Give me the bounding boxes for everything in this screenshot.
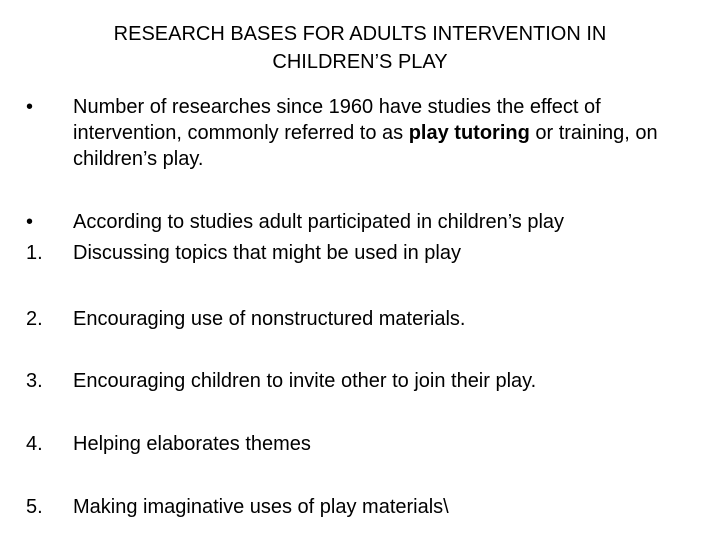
title-line-1: RESEARCH BASES FOR ADULTS INTERVENTION IN xyxy=(113,23,607,45)
list-item-text xyxy=(73,94,696,172)
number-marker: 1. xyxy=(26,242,43,264)
title-line-2: CHILDREN’S PLAY xyxy=(272,51,448,73)
bullet-marker: • xyxy=(26,211,34,233)
list-item-text: Encouraging use of nonstructured materials. xyxy=(73,308,466,330)
list-item-text: Helping elaborates themes xyxy=(73,433,311,455)
bullet-marker: • xyxy=(26,96,34,118)
list-item-text: Making imaginative uses of play materials\ xyxy=(73,496,449,518)
intro-text-end: or training, on children’s play. xyxy=(73,122,658,170)
list-item-intro xyxy=(26,94,696,174)
list-item-text: According to studies adult participated in children’s play xyxy=(73,211,565,233)
slide-title xyxy=(40,20,680,76)
list-item-text: Discussing topics that might be used in play xyxy=(73,242,461,264)
intro-bold-phrase: play tutoring xyxy=(408,122,530,144)
intro-text-start: Number of researches since 1960 have studies the effect of intervention, commonly referred to as xyxy=(73,96,601,144)
number-marker: 2. xyxy=(26,308,43,330)
number-marker: 5. xyxy=(26,496,43,518)
number-marker: 3. xyxy=(26,370,43,392)
number-marker: 4. xyxy=(26,433,43,455)
list-item-text: Encouraging children to invite other to join their play. xyxy=(73,370,537,392)
